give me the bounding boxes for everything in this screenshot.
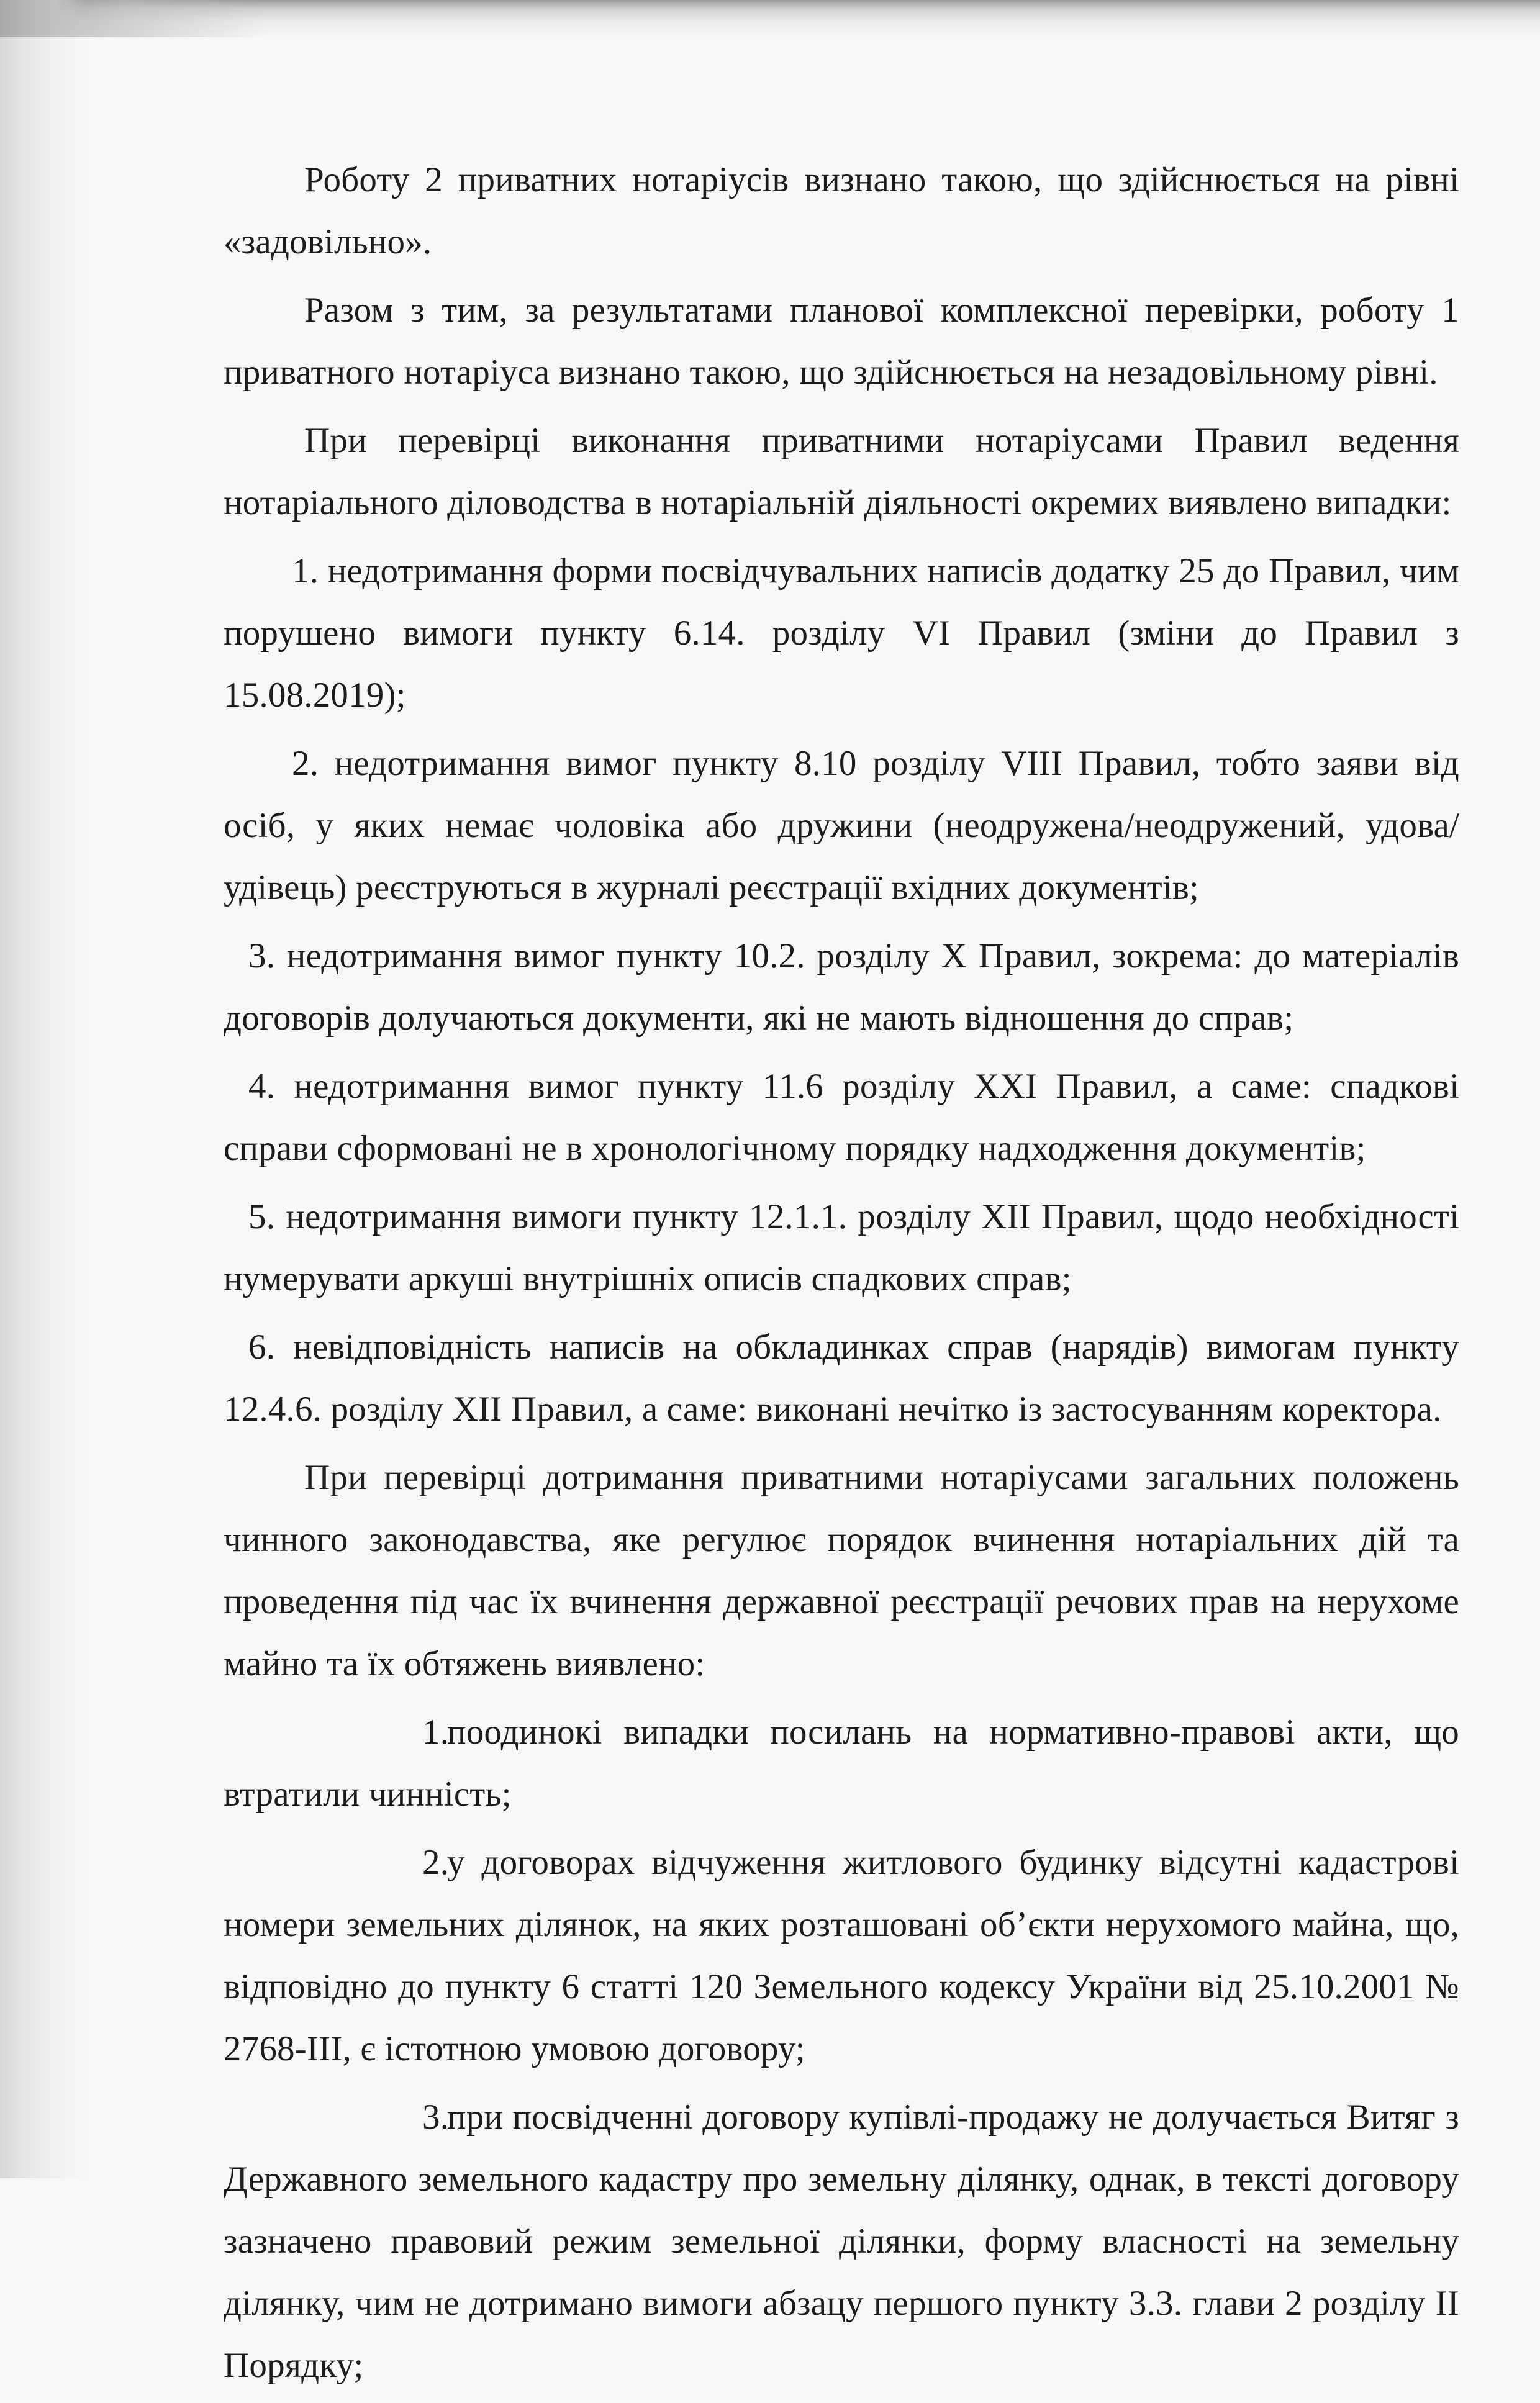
list-item — [224, 540, 1459, 726]
list-item-number: 5. — [248, 1197, 276, 1236]
scan-shadow-left — [0, 0, 87, 2178]
list-item-number: 1. — [292, 551, 319, 591]
list-item-text: недотримання форми посвідчувальних написів додатку 25 до Правил, чим порушено вимоги пункту 6.14. розділу VI Правил (зміни до Правил з 15.08.2019); — [224, 551, 1459, 715]
list-item — [224, 1701, 1459, 1826]
list-item — [224, 1056, 1459, 1180]
list-item-number: 3. — [422, 2098, 450, 2137]
list-item — [224, 925, 1459, 1049]
paragraph-rating-satisfactory: Роботу 2 приватних нотаріусів визнано такою, що здійснюється на рівні «задовільно». — [224, 160, 1459, 261]
list-item — [224, 1186, 1459, 1310]
list-item-text: при посвідченні договору купівлі-продажу не долучається Витяг з Державного земельного кадастру про земельну ділянку, однак, в тексті договору зазначено правовий режим земельної ділянки, форму власності на земельну ділянку, чим не дотримано вимоги абзацу першого пункту 3.3. глави 2 розділу II Порядку; — [224, 2098, 1459, 2385]
scan-shadow-corner — [0, 0, 267, 37]
list-item-text: недотримання вимог пункту 10.2. розділу X Правил, зокрема: до матеріалів договорів долучаються документи, які не мають відношення до справ; — [224, 936, 1459, 1038]
document-page — [224, 149, 1459, 2403]
list-item-text: у договорах відчуження житлового будинку відсутні кадастрові номери земельних ділянок, на яких розташовані об’єкти нерухомого майна, що, відповідно до пункту 6 статті 120 Земельного кодексу України від 25.10.2001 № 2768-III, є істотною умовою договору; — [224, 1843, 1459, 2068]
list-item-text: недотримання вимог пункту 8.10 розділу VIII Правил, тобто заяви від осіб, у яких немає чоловіка або дружини (неодружена/неодружений, удова/удівець) реєструються в журналі реєстрації вхідних документів; — [224, 744, 1459, 907]
list-item — [224, 2086, 1459, 2397]
list-item-text: невідповідність написів на обкладинках справ (нарядів) вимогам пункту 12.4.6. розділу XII Правил, а саме: виконані нечітко із застосуванням коректора. — [224, 1328, 1459, 1429]
list-item-text: недотримання вимоги пункту 12.1.1. розділу XII Правил, щодо необхідності нумерувати аркуші внутрішніх описів спадкових справ; — [224, 1197, 1460, 1298]
paragraph-rating-unsatisfactory: Разом з тим, за результатами планової комплексної перевірки, роботу 1 приватного нотаріуса визнано такою, що здійснюється на незадовільному рівні. — [224, 291, 1459, 392]
list-item — [224, 1832, 1459, 2080]
list-item-number: 1. — [422, 1713, 450, 1752]
list-item-text: поодинокі випадки посилань на нормативно-правові акти, що втратили чинність; — [224, 1713, 1459, 1814]
list-item-number: 4. — [248, 1067, 276, 1106]
list-item-number: 2. — [292, 744, 319, 783]
list-item — [224, 1316, 1459, 1441]
list-item — [224, 733, 1459, 919]
list-item-number: 6. — [248, 1328, 276, 1367]
list-item-number: 3. — [248, 936, 276, 975]
list-item-text: недотримання вимог пункту 11.6 розділу XXI Правил, а саме: спадкові справи сформовані не в хронологічному порядку надходження документів; — [224, 1067, 1460, 1168]
list-item-number: 2. — [422, 1843, 450, 1882]
paragraph-records-check-intro: При перевірці виконання приватними нотаріусами Правил ведення нотаріального діловодства в нотаріальній діяльності окремих виявлено випадки: — [224, 421, 1459, 522]
paragraph-legislation-check-intro: При перевірці дотримання приватними нотаріусами загальних положень чинного законодавства, яке регулює порядок вчинення нотаріальних дій та проведення під час їх вчинення державної реєстрації речових прав на нерухоме майно та їх обтяжень виявлено: — [224, 1458, 1459, 1683]
